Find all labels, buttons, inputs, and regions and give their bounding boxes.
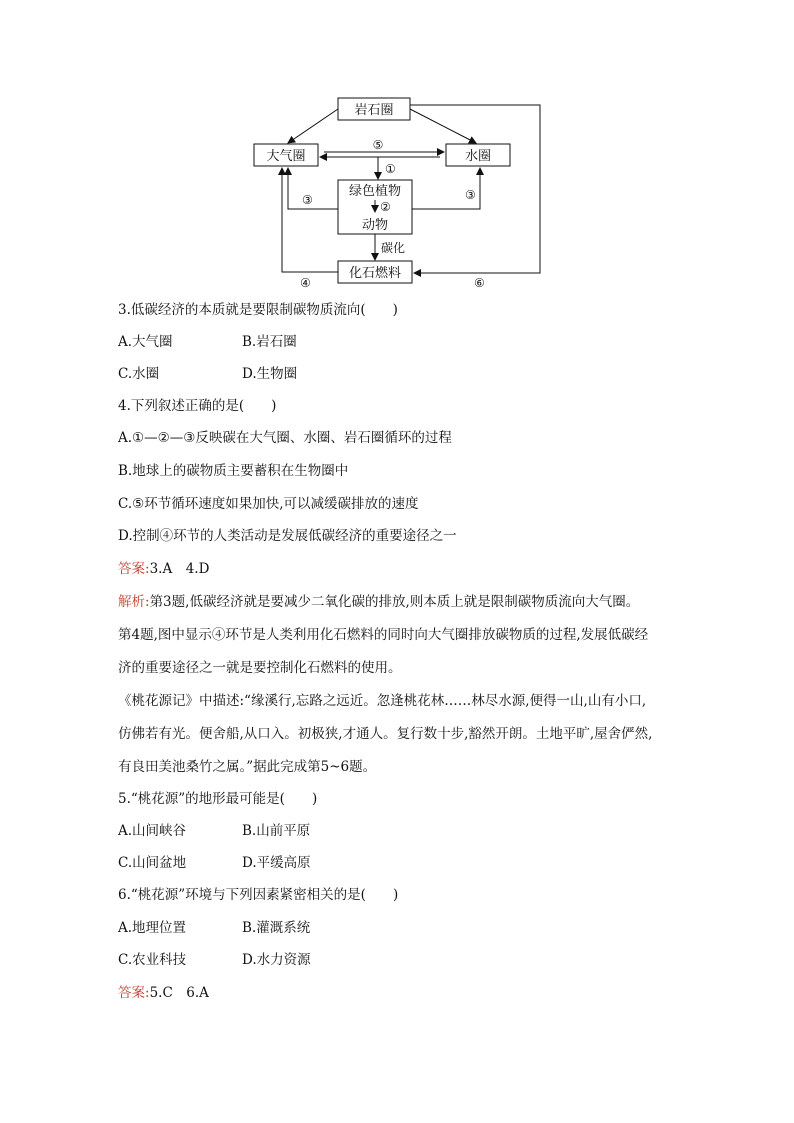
carbon-cycle-diagram — [0, 0, 794, 300]
fossil-fuel-label: 化石燃料 — [348, 266, 402, 281]
analysis-line-3: 济的重要途径之一就是要控制化石燃料的使用。 — [118, 660, 402, 676]
answer-1 — [118, 559, 209, 579]
q6-option-a: A.地理位置 — [118, 920, 187, 936]
q4-option-d: D.控制④环节的人类活动是发展低碳经济的重要途径之一 — [118, 528, 457, 544]
analysis-text-1: 第3题,低碳经济就是要减少二氧化碳的排放,则本质上就是限制碳物质流向大气圈。 — [149, 594, 640, 610]
passage-line-3: 有良田美池桑竹之属。”据此完成第5~6题。 — [118, 759, 377, 775]
carbonization-label: 碳化 — [381, 241, 406, 255]
q4-option-c: C.⑤环节循环速度如果加快,可以减缓碳排放的速度 — [118, 496, 419, 512]
q3-options-row2 — [118, 364, 366, 384]
q3-option-c: C.水圈 — [118, 366, 160, 382]
q3-option-d: D.生物圈 — [242, 366, 298, 382]
q5-option-d: D.平缓高原 — [242, 855, 311, 871]
q6-option-b: B.灌溉系统 — [242, 920, 311, 936]
marker-5: ⑤ — [372, 138, 384, 152]
marker-3-right: ③ — [465, 188, 476, 202]
marker-6: ⑥ — [474, 276, 485, 290]
q3-stem: 3.低碳经济的本质就是要限制碳物质流向( ) — [118, 302, 398, 318]
analysis-label: 解析: — [118, 594, 150, 610]
q5-stem: 5.“桃花源”的地形最可能是( ) — [118, 791, 318, 807]
q3-option-a: A.大气圈 — [118, 334, 173, 350]
marker-1: ① — [385, 162, 396, 176]
answer-1-text: 3.A 4.D — [149, 561, 210, 577]
marker-2: ② — [380, 200, 391, 214]
animals-label: 动物 — [361, 218, 389, 233]
answer-2-label: 答案: — [118, 985, 150, 1001]
analysis-line-1 — [118, 592, 639, 612]
q4-option-a: A.①—②—③反映碳在大气圈、水圈、岩石圈循环的过程 — [118, 430, 452, 446]
marker-4: ④ — [300, 276, 311, 290]
hydrosphere-label: 水圈 — [464, 149, 492, 164]
q5-option-c: C.山间盆地 — [118, 855, 187, 871]
q6-options-row1 — [118, 918, 366, 938]
q3-options-row1 — [118, 332, 366, 352]
analysis-line-2: 第4题,图中显示④环节是人类利用化石燃料的同时向大气圈排放碳物质的过程,发展低碳经 — [118, 627, 649, 643]
q4-stem: 4.下列叙述正确的是( ) — [118, 398, 277, 414]
atmosphere-label: 大气圈 — [266, 149, 306, 164]
q6-option-c: C.农业科技 — [118, 952, 187, 968]
q5-options-row2 — [118, 853, 366, 873]
passage-line-1: 《桃花源记》中描述:“缘溪行,忘路之远近。忽逢桃花林……林尽水源,便得一山,山有小口, — [118, 693, 647, 709]
q6-stem: 6.“桃花源”环境与下列因素紧密相关的是( ) — [118, 887, 399, 903]
q5-options-row1 — [118, 821, 366, 841]
green-plants-label: 绿色植物 — [348, 184, 402, 199]
q5-option-a: A.山间峡谷 — [118, 823, 187, 839]
rock-label: 岩石圈 — [354, 103, 394, 118]
q4-option-b: B.地球上的碳物质主要蓄积在生物圈中 — [118, 463, 349, 479]
answer-1-label: 答案: — [118, 561, 150, 577]
answer-2 — [118, 983, 209, 1003]
q6-options-row2 — [118, 950, 366, 970]
answer-2-text: 5.C 6.A — [149, 985, 209, 1001]
passage-line-2: 仿佛若有光。便舍船,从口入。初极狭,才通人。复行数十步,豁然开朗。土地平旷,屋舍俨然, — [118, 726, 653, 742]
q3-option-b: B.岩石圈 — [242, 334, 297, 350]
q6-option-d: D.水力资源 — [242, 952, 311, 968]
q5-option-b: B.山前平原 — [242, 823, 311, 839]
marker-3-left: ③ — [302, 193, 313, 207]
